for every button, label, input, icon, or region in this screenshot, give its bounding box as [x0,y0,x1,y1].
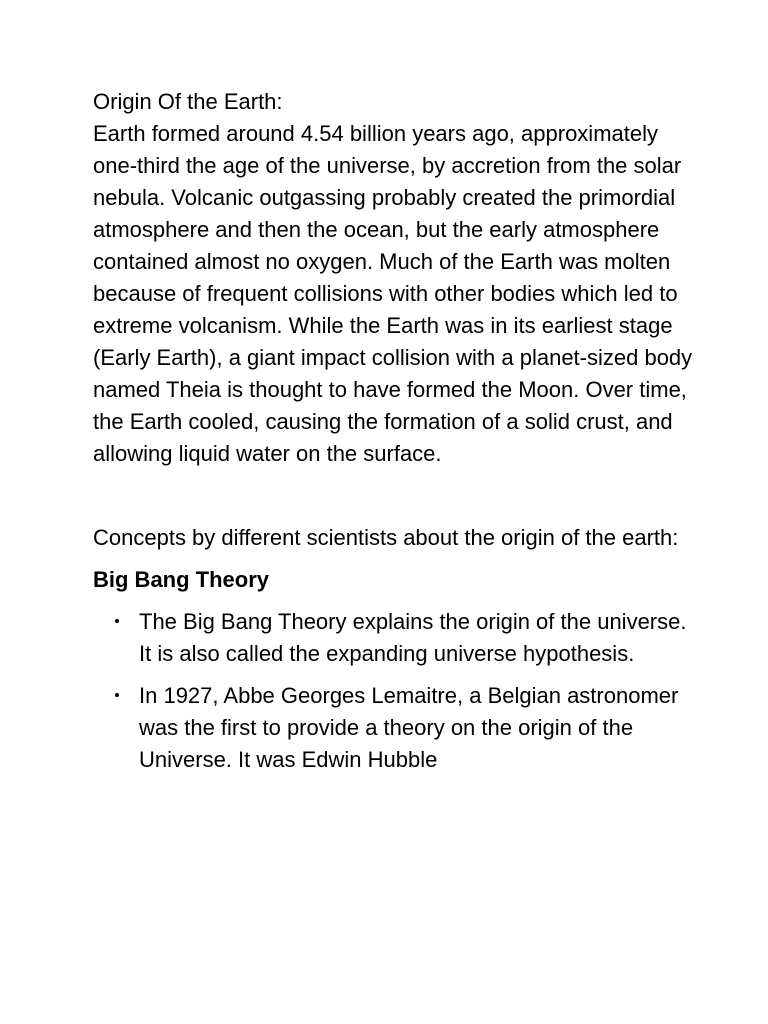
bullet-text: The Big Bang Theory explains the origin of the universe. It is also called the expanding universe hypothesis. [139,609,687,666]
bullet-icon [115,693,119,697]
bullet-item [93,606,703,670]
bullet-text: In 1927, Abbe Georges Lemaitre, a Belgian astronomer was the first to provide a theory on the origin of the Universe. It was Edwin Hubble [139,683,679,772]
document-title: Origin Of the Earth: [93,89,283,114]
section-heading: Big Bang Theory [93,567,270,592]
bullet-list [93,606,703,776]
bullet-icon [115,619,119,623]
intro-block [93,86,703,470]
intro-paragraph: Earth formed around 4.54 billion years ago, approximately one-third the age of the universe, by accretion from the solar nebula. Volcanic outgassing probably created the primordial atmosphere and then the ocean, but the early atmosphere contained almost no oxygen. Much of the Earth was molten because of frequent collisions with other bodies which led to extreme volcanism. While the Earth was in its earliest stage (Early Earth), a giant impact collision with a planet-sized body named Theia is thought to have formed the Moon. Over time, the Earth cooled, causing the formation of a solid crust, and allowing liquid water on the surface. [93,121,693,466]
concepts-block [93,522,703,776]
bullet-item [93,680,703,776]
concepts-paragraph: Concepts by different scientists about the origin of the earth: [93,525,679,550]
document-page [93,86,703,786]
